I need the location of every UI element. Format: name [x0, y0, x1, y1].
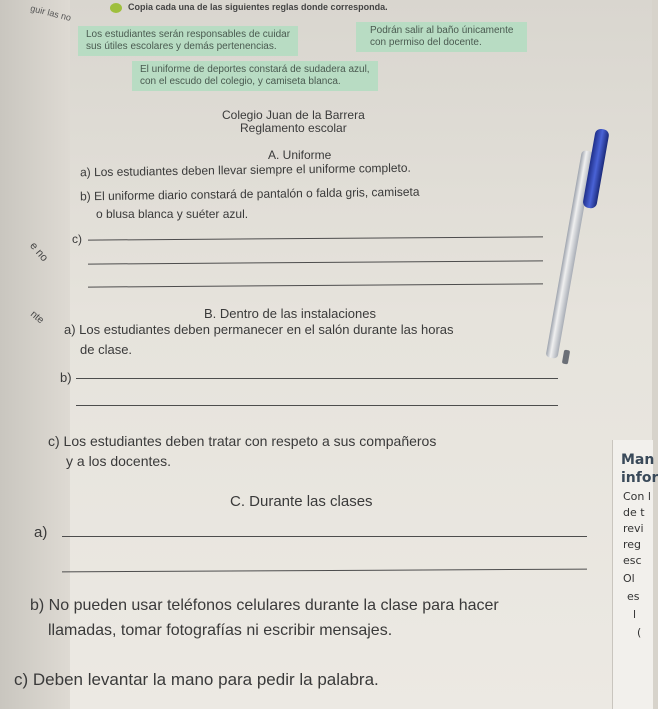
answer-line-a-c-1 [88, 236, 543, 240]
rule-c-b-line1: b) No pueden usar teléfonos celulares durante la clase para hacer [30, 597, 499, 614]
side-text: infor [621, 470, 658, 486]
box-line: El uniforme de deportes constará de sudadera azul, [140, 64, 370, 75]
box-line: con permiso del docente. [370, 37, 482, 48]
side-text: Ol [623, 572, 635, 585]
sentence-box-bano [356, 22, 527, 52]
section-a-heading: A. Uniforme [268, 148, 332, 162]
rule-a-a: a) Los estudiantes deben llevar siempre el uniforme completo. [79, 160, 411, 180]
side-text: es [627, 590, 640, 603]
rule-b-c-line2: y a los docentes. [66, 453, 172, 469]
box-line: Podrán salir al baño únicamente [370, 25, 514, 36]
side-text: ( [637, 626, 642, 639]
instruction-icon [110, 3, 122, 13]
box-line: Los estudiantes serán responsables de cuidar [86, 29, 291, 40]
answer-line-a-c-2 [88, 260, 543, 264]
margin-scrap: guir las no [29, 3, 73, 23]
rule-a-b-line1: b) El uniforme diario constará de pantalón o falda gris, camiseta [79, 184, 420, 204]
rule-b-a-line2: de clase. [80, 342, 133, 357]
rule-b-a-line1: a) Los estudiantes deben permanecer en el salón durante las horas [64, 322, 454, 337]
answer-line-b-b-1 [76, 378, 558, 379]
side-text: esc [623, 554, 642, 567]
sentence-box-uniforme-deportes [132, 61, 378, 91]
sentence-box-responsables [78, 26, 298, 56]
side-text: Con l [623, 490, 651, 503]
adjacent-page [612, 440, 658, 709]
side-text: de t [623, 506, 645, 519]
school-name: Colegio Juan de la Barrera [222, 108, 365, 122]
answer-line-c-a-2 [62, 569, 587, 573]
section-b-heading: B. Dentro de las instalaciones [204, 306, 376, 321]
instruction-text: Copia cada una de las siguientes reglas donde corresponda. [128, 2, 388, 12]
rule-a-b-line2: o blusa blanca y suéter azul. [96, 207, 249, 221]
side-text: l [633, 608, 637, 621]
pen-tip-icon [562, 350, 570, 365]
answer-line-b-b-2 [76, 405, 558, 406]
section-c-heading: C. Durante las clases [230, 493, 373, 510]
answer-line-a-c-3 [88, 283, 543, 287]
box-line: sus útiles escolares y demás pertenencias. [86, 41, 277, 52]
rule-a-c-label: c) [72, 232, 82, 246]
rule-b-c-line1: c) Los estudiantes deben tratar con respeto a sus compañeros [48, 433, 437, 449]
margin-scrap: nte [28, 308, 46, 327]
page-title: Reglamento escolar [240, 121, 347, 135]
margin-scrap: e no [27, 239, 51, 265]
rule-c-c: c) Deben levantar la mano para pedir la palabra. [14, 670, 379, 689]
box-line: con el escudo del colegio, y camiseta blanca. [140, 76, 341, 87]
side-text: Man [621, 452, 655, 468]
side-text: revi [623, 522, 644, 535]
rule-c-b-line2: llamadas, tomar fotografías ni escribir mensajes. [48, 622, 393, 639]
side-text: reg [623, 538, 642, 551]
rule-c-a-label: a) [34, 524, 48, 541]
answer-line-c-a-1 [62, 536, 587, 537]
rule-b-b-label: b) [60, 370, 72, 385]
